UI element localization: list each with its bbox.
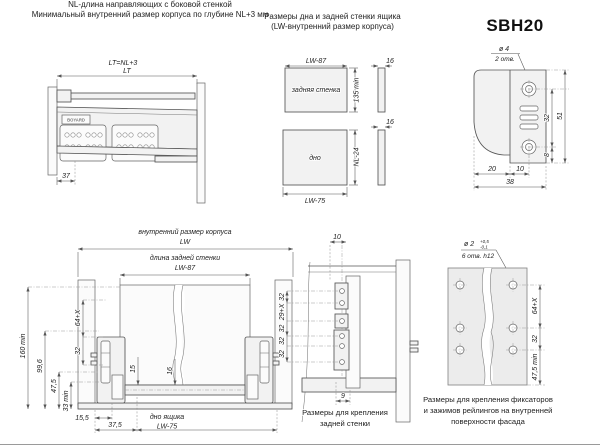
chain-seg: 29+X: [279, 303, 286, 321]
dim-16: 16: [386, 58, 394, 65]
hole-dia-label: ø 4: [498, 46, 510, 53]
section-structure: [302, 260, 418, 422]
bottom-panel-edge: [378, 130, 385, 185]
dim-lw75: LW-75: [304, 198, 326, 205]
top-middle-caption: [240, 12, 425, 32]
dim-475: 47,5: [51, 379, 58, 393]
slide-profile-right: [245, 337, 279, 403]
chain-seg: 32: [279, 324, 286, 333]
plate-caption-3: поверхности фасада: [451, 417, 525, 426]
tolerance-minus: -0,1: [480, 244, 488, 250]
dim-996: 99,6: [37, 359, 44, 373]
section-caption-1: Размеры для крепления: [302, 408, 388, 417]
dim-lw87: LW-87: [305, 58, 327, 65]
hole-dia-label: ø 2: [464, 241, 475, 248]
plate-caption-2: и зажимов рейлингов на внутренней: [423, 406, 553, 415]
chain-seg: 32: [279, 293, 286, 301]
brand-logo: BOYARD: [67, 117, 85, 123]
dim-32: 32: [544, 114, 551, 122]
dim-160min: 160 min: [20, 333, 27, 359]
chain-seg: 32: [532, 335, 539, 343]
dim-64x: 64+X: [75, 309, 82, 327]
dim-32: 32: [75, 347, 82, 355]
bottom-panel-label: дно: [309, 155, 321, 162]
hole-count-label: 6 отв. h12: [461, 253, 495, 260]
product-code-title: SBH20: [486, 16, 544, 35]
dim-10: 10: [333, 234, 341, 241]
caption-lw-1: внутренний размер корпуса: [138, 229, 232, 236]
slide-assembly: [57, 90, 197, 162]
back-panel-edge: [378, 68, 385, 112]
chain-seg: 64+X: [532, 297, 539, 315]
dim-16: 16: [167, 367, 174, 375]
drawer-back-wall: [120, 285, 250, 395]
caption-line: (LW-внутренний размер корпуса): [271, 22, 394, 31]
dim-375: 37,5: [108, 422, 122, 429]
chain-seg: 47,5 min: [532, 353, 539, 381]
dim-38: 38: [506, 179, 514, 186]
tolerance-plus: +0,5: [480, 239, 489, 244]
dim-lt: LT: [123, 68, 131, 75]
dim-16b: 16: [386, 119, 394, 126]
slide-profile-left: [91, 337, 125, 403]
dim-51: 51: [557, 112, 564, 120]
dim-135min: 135 min: [353, 77, 361, 103]
caption-bottom-1: дно ящика: [149, 414, 185, 421]
drawing-bracket: [430, 40, 600, 205]
dim-9: 9: [341, 393, 345, 400]
dim-37: 37: [62, 173, 70, 180]
dim-33min: 33 min: [63, 390, 70, 412]
caption-back-1: длина задней стенки: [149, 255, 221, 262]
dim-lt-formula: LT=NL+3: [108, 60, 138, 67]
caption-line: NL-длина направляющих с боковой стенкой: [68, 0, 232, 9]
section-caption-2: задней стенки: [319, 419, 371, 428]
dim-20: 20: [488, 166, 496, 173]
caption-lw-2: LW: [179, 239, 191, 246]
drawing-front-section: [15, 225, 305, 446]
drawing-panels: [252, 57, 410, 205]
caption-line: Минимальный внутренний размер корпуса по глубине NL+3 мм: [31, 10, 269, 19]
caption-back-2: LW-87: [174, 265, 196, 272]
drawing-slide-side-view: [5, 57, 235, 207]
dim-10: 10: [516, 166, 524, 173]
dim-8: 8: [544, 153, 551, 157]
chain-seg: 32: [279, 337, 286, 345]
plate-caption-1: Размеры для крепления фиксаторов: [423, 395, 553, 404]
drawing-back-fixing: [280, 230, 430, 430]
caption-bottom-2: LW-75: [156, 423, 178, 431]
bracket-slots: [520, 106, 538, 129]
hole-count-label: 2 отв.: [495, 56, 515, 63]
dim-15: 15: [130, 365, 137, 373]
dim-155: 15,5: [75, 415, 89, 422]
caption-line: Размеры дна и задней стенки ящика: [264, 12, 401, 21]
chain-seg: 32: [279, 350, 286, 358]
dim-nl24: NL-24: [353, 147, 361, 167]
drawing-facade-plate: [423, 232, 600, 432]
back-panel-label: задняя стенка: [291, 87, 341, 94]
